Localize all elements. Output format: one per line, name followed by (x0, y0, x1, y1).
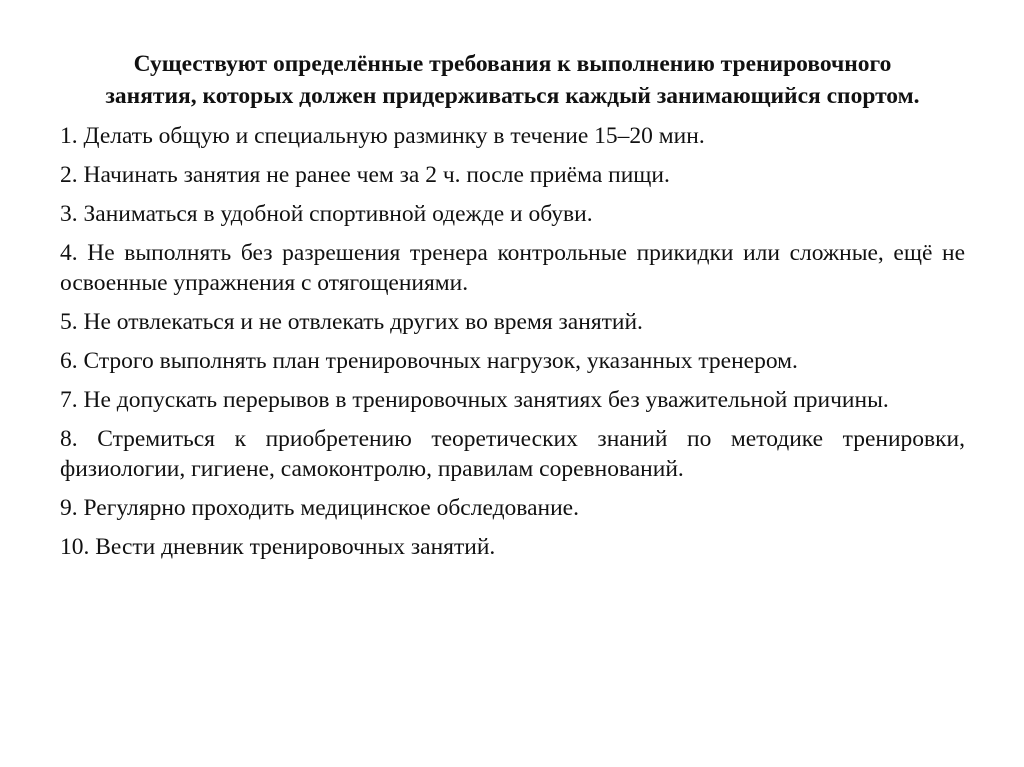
requirement-item-10: 10. Вести дневник тренировочных занятий. (60, 534, 496, 560)
slide-content (60, 48, 965, 748)
slide-title: Существуют определённые требования к выполнению тренировочного занятия, которых должен придерживаться каждый занимающийся спортом. (105, 51, 920, 109)
requirement-item-7: 7. Не допускать перерывов в тренировочных занятиях без уважительной причины. (60, 387, 889, 413)
requirement-item-4: 4. Не выполнять без разрешения тренера контрольные прикидки или сложные, ещё не освоенные упражнения с отягощениями. (60, 240, 965, 296)
requirement-item-2: 2. Начинать занятия не ранее чем за 2 ч. после приёма пищи. (60, 162, 670, 188)
requirement-item-5: 5. Не отвлекаться и не отвлекать других во время занятий. (60, 309, 643, 335)
requirements-list (60, 121, 965, 562)
requirement-item-9: 9. Регулярно проходить медицинское обследование. (60, 495, 579, 521)
requirement-item-8: 8. Стремиться к приобретению теоретических знаний по методике тренировки, физиологии, гигиене, самоконтролю, правилам соревнований. (60, 426, 965, 482)
requirement-item-6: 6. Строго выполнять план тренировочных нагрузок, указанных тренером. (60, 348, 798, 374)
requirement-item-1: 1. Делать общую и специальную разминку в течение 15–20 мин. (60, 123, 705, 149)
requirement-item-3: 3. Заниматься в удобной спортивной одежде и обуви. (60, 201, 593, 227)
